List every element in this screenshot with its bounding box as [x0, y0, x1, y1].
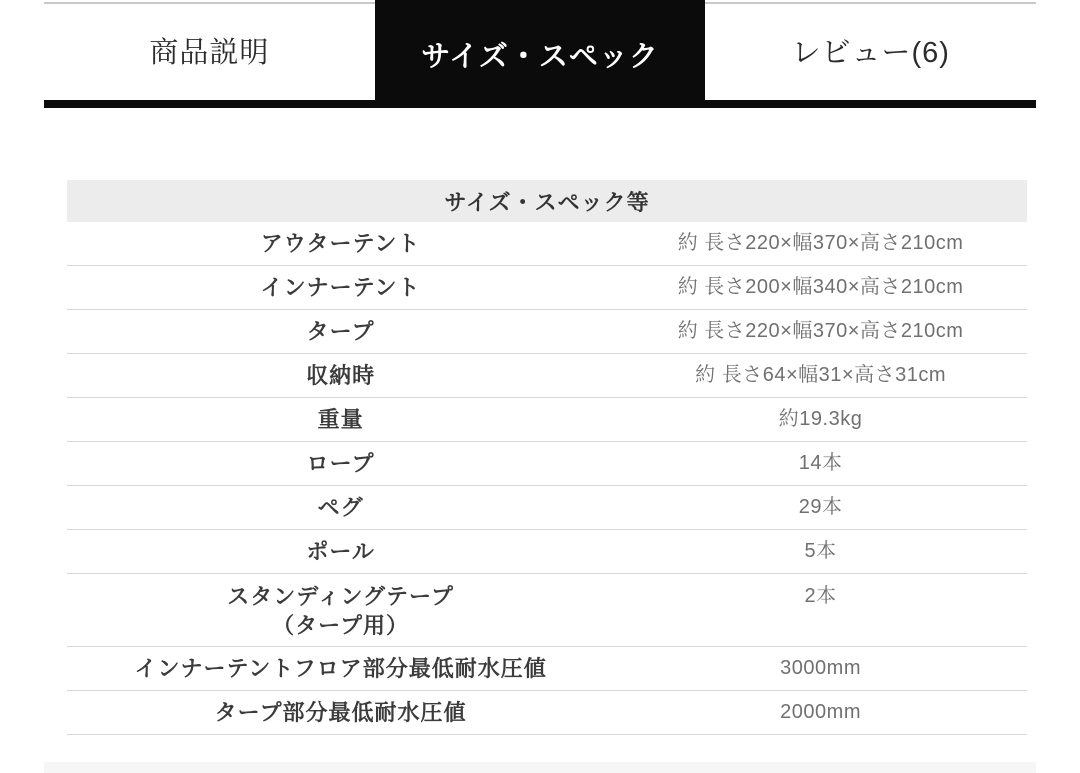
spec-label-line2: （タープ用）: [272, 613, 410, 638]
spec-value: 2000mm: [780, 701, 861, 723]
spec-label: ロープ: [306, 451, 375, 476]
spec-row-inner-tent: [67, 266, 1027, 310]
spec-label: アウターテント: [260, 231, 421, 256]
spec-label: インナーテント: [260, 275, 421, 300]
spec-value: 2本: [804, 585, 837, 607]
spec-row-tarp-waterproof: [67, 691, 1027, 735]
spec-row-packed-size: [67, 354, 1027, 398]
next-section-header-partial: [44, 762, 1036, 773]
product-tab-bar: [44, 0, 1036, 108]
spec-label: [67, 574, 614, 640]
spec-row-inner-floor-waterproof: [67, 647, 1027, 691]
content-area: [44, 0, 1036, 773]
spec-label: タープ: [306, 319, 375, 344]
spec-label-line1: スタンディングテープ: [227, 584, 454, 609]
tab-size-spec[interactable]: サイズ・スペック: [375, 0, 706, 108]
spec-row-poles: [67, 530, 1027, 574]
spec-row-ropes: [67, 442, 1027, 486]
spec-label: 収納時: [306, 363, 376, 388]
spec-label: インナーテントフロア部分最低耐水圧値: [134, 656, 547, 681]
spec-value: 約 長さ220×幅370×高さ210cm: [677, 320, 964, 342]
spec-value: 約 長さ220×幅370×高さ210cm: [677, 232, 964, 254]
spec-row-standing-tape: [67, 574, 1027, 647]
spec-value: 5本: [804, 540, 837, 562]
size-spec-table: [67, 180, 1027, 735]
spec-label: 重量: [317, 407, 364, 432]
spec-row-outer-tent: [67, 222, 1027, 266]
spec-row-weight: [67, 398, 1027, 442]
spec-value: 29本: [798, 496, 843, 518]
spec-value: 14本: [798, 452, 843, 474]
spec-value: 3000mm: [780, 657, 861, 679]
tab-reviews[interactable]: レビュー(6): [705, 0, 1036, 100]
spec-label: ポール: [306, 539, 375, 564]
spec-value: 約19.3kg: [778, 408, 863, 430]
tab-list: [44, 0, 1036, 100]
spec-label: タープ部分最低耐水圧値: [214, 700, 467, 725]
spec-value: 約 長さ200×幅340×高さ210cm: [677, 276, 964, 298]
spec-table-title: サイズ・スペック等: [67, 180, 1027, 222]
spec-value: 約 長さ64×幅31×高さ31cm: [695, 364, 946, 386]
tabbar-underline: [44, 100, 1036, 108]
spec-row-tarp: [67, 310, 1027, 354]
tab-product-description[interactable]: 商品説明: [44, 0, 375, 100]
spec-row-pegs: [67, 486, 1027, 530]
spec-label: ペグ: [317, 495, 364, 520]
